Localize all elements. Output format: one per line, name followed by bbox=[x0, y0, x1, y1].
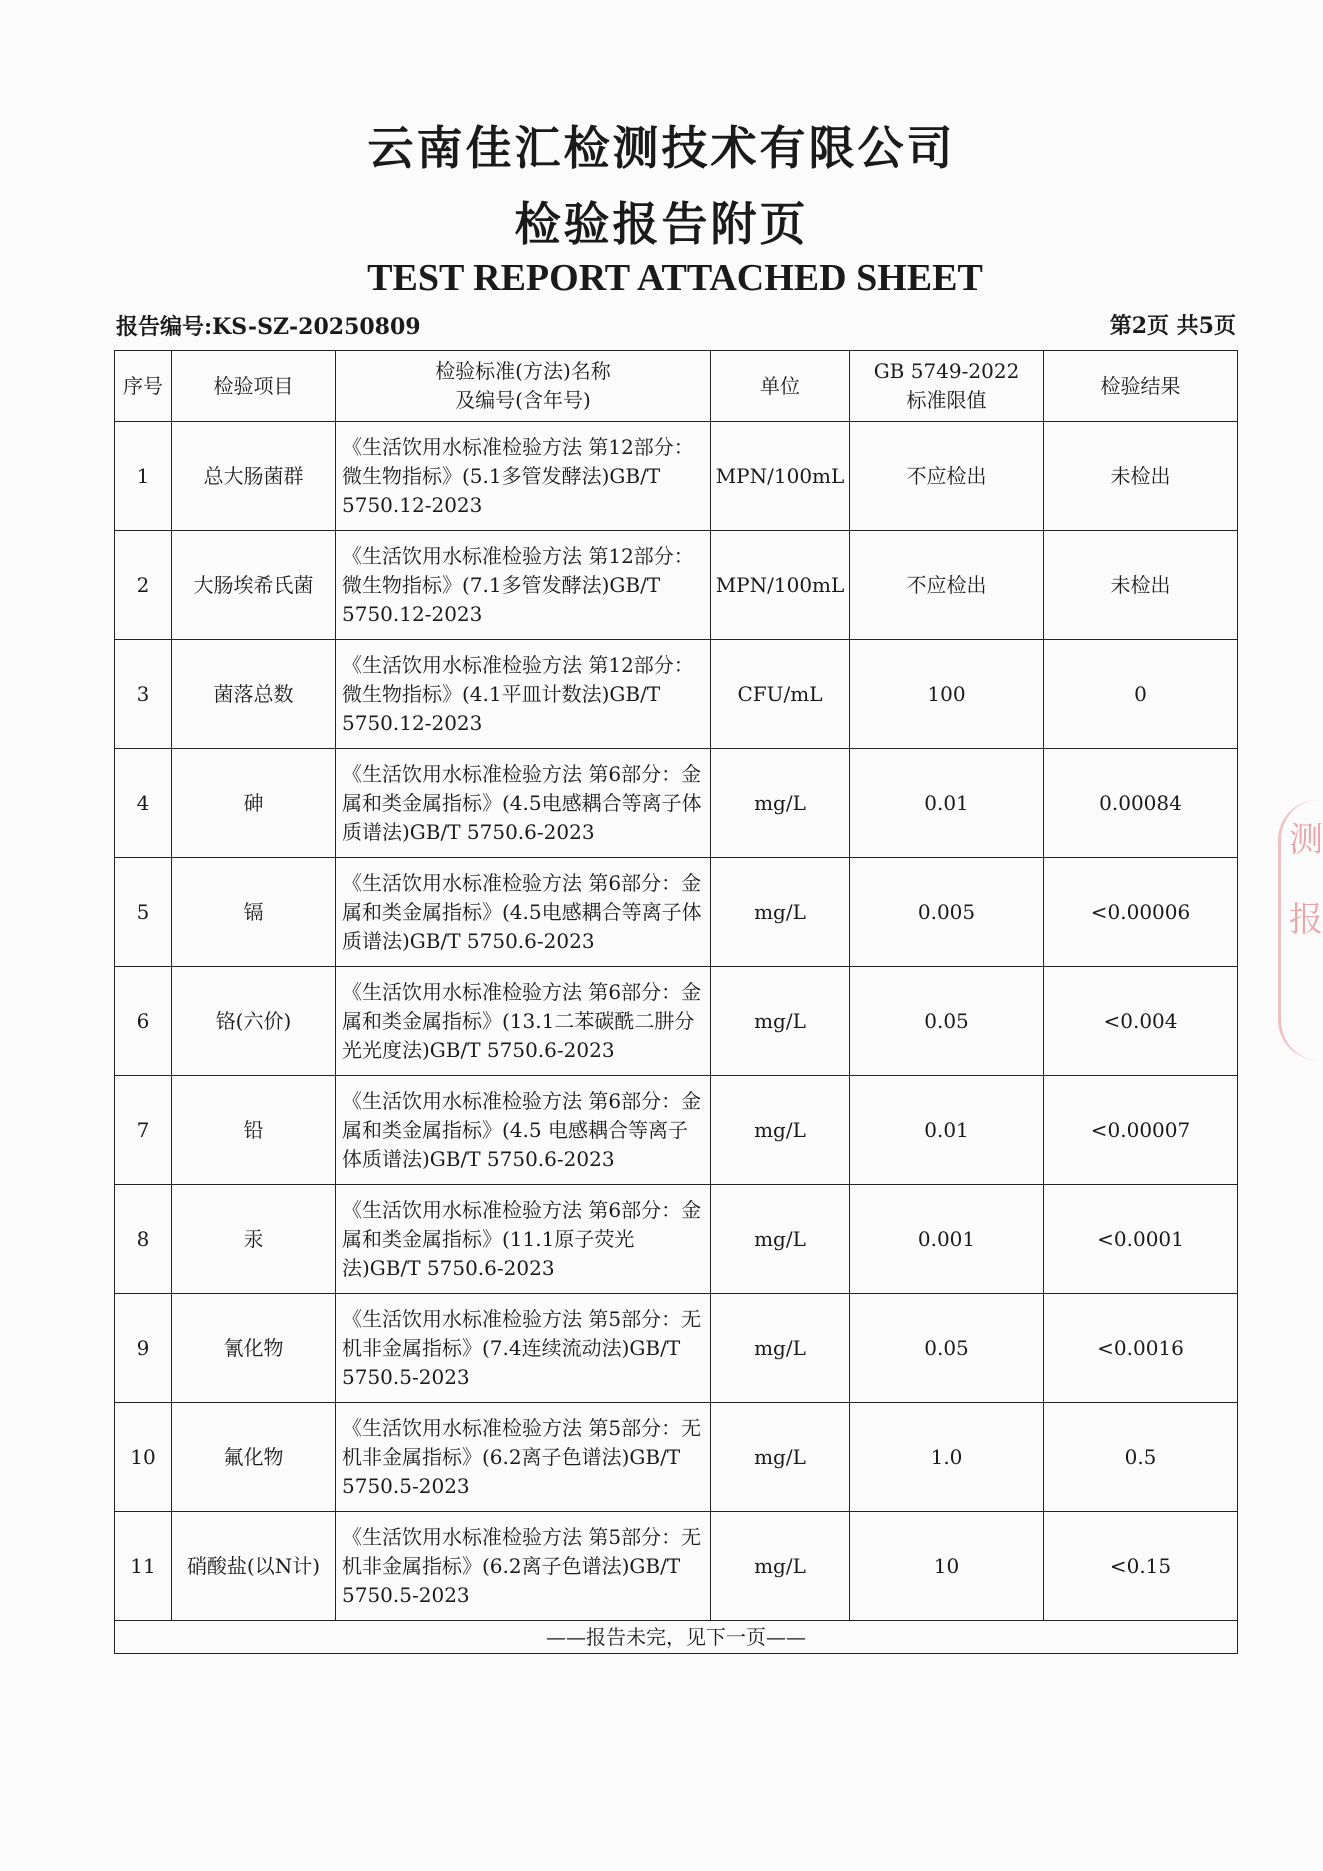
cell-seq: 7 bbox=[115, 1076, 172, 1185]
cell-result: <0.00006 bbox=[1044, 858, 1238, 967]
header-seq: 序号 bbox=[115, 351, 172, 422]
cell-standard: 《生活饮用水标准检验方法 第12部分：微生物指标》(5.1多管发酵法)GB/T 5750.12-2023 bbox=[336, 422, 711, 531]
red-seal-stamp: 测报 bbox=[1278, 800, 1323, 1060]
table-header-row bbox=[115, 351, 1238, 422]
table-row bbox=[115, 1512, 1238, 1621]
cell-result: <0.15 bbox=[1044, 1512, 1238, 1621]
cell-seq: 5 bbox=[115, 858, 172, 967]
cell-seq: 4 bbox=[115, 749, 172, 858]
cell-seq: 11 bbox=[115, 1512, 172, 1621]
report-number: 报告编号:KS-SZ-20250809 bbox=[116, 314, 421, 340]
table-row bbox=[115, 858, 1238, 967]
cell-seq: 9 bbox=[115, 1294, 172, 1403]
cell-unit: mg/L bbox=[711, 1185, 850, 1294]
cell-seq: 6 bbox=[115, 967, 172, 1076]
cell-result: <0.0016 bbox=[1044, 1294, 1238, 1403]
cell-limit: 0.01 bbox=[850, 1076, 1044, 1185]
cell-seq: 8 bbox=[115, 1185, 172, 1294]
cell-unit: mg/L bbox=[711, 1294, 850, 1403]
cell-result: 0 bbox=[1044, 640, 1238, 749]
cell-limit: 0.001 bbox=[850, 1185, 1044, 1294]
table-row bbox=[115, 531, 1238, 640]
cell-standard: 《生活饮用水标准检验方法 第6部分：金属和类金属指标》(11.1原子荧光法)GB/T 5750.6-2023 bbox=[336, 1185, 711, 1294]
cell-item: 氰化物 bbox=[172, 1294, 336, 1403]
cell-item: 镉 bbox=[172, 858, 336, 967]
table-row bbox=[115, 1076, 1238, 1185]
header-limit bbox=[850, 351, 1044, 422]
cell-standard: 《生活饮用水标准检验方法 第5部分：无机非金属指标》(7.4连续流动法)GB/T 5750.5-2023 bbox=[336, 1294, 711, 1403]
cell-item: 铅 bbox=[172, 1076, 336, 1185]
cell-result: 未检出 bbox=[1044, 422, 1238, 531]
table-row bbox=[115, 1294, 1238, 1403]
table-row bbox=[115, 422, 1238, 531]
cell-result: 未检出 bbox=[1044, 531, 1238, 640]
report-title-cn: 检验报告附页 bbox=[514, 197, 809, 251]
header-result: 检验结果 bbox=[1044, 351, 1238, 422]
header-limit-line2: 标准限值 bbox=[906, 388, 987, 412]
company-name: 云南佳汇检测技术有限公司 bbox=[367, 121, 956, 175]
header-limit-line1: GB 5749-2022 bbox=[873, 359, 1020, 383]
cell-item: 砷 bbox=[172, 749, 336, 858]
cell-unit: mg/L bbox=[711, 967, 850, 1076]
cell-item: 硝酸盐(以N计) bbox=[172, 1512, 336, 1621]
cell-limit: 0.005 bbox=[850, 858, 1044, 967]
cell-item: 氟化物 bbox=[172, 1403, 336, 1512]
table-row bbox=[115, 1403, 1238, 1512]
cell-limit: 100 bbox=[850, 640, 1044, 749]
cell-result: <0.00007 bbox=[1044, 1076, 1238, 1185]
cell-unit: CFU/mL bbox=[711, 640, 850, 749]
cell-seq: 3 bbox=[115, 640, 172, 749]
header-standard-line2: 及编号(含年号) bbox=[455, 388, 591, 412]
cell-item: 总大肠菌群 bbox=[172, 422, 336, 531]
cell-standard: 《生活饮用水标准检验方法 第5部分：无机非金属指标》(6.2离子色谱法)GB/T 5750.5-2023 bbox=[336, 1403, 711, 1512]
cell-limit: 不应检出 bbox=[850, 422, 1044, 531]
results-table bbox=[114, 350, 1238, 1654]
cell-seq: 2 bbox=[115, 531, 172, 640]
header-unit: 单位 bbox=[711, 351, 850, 422]
table-row bbox=[115, 749, 1238, 858]
table-row bbox=[115, 1185, 1238, 1294]
cell-standard: 《生活饮用水标准检验方法 第6部分：金属和类金属指标》(4.5 电感耦合等离子体质谱法)GB/T 5750.6-2023 bbox=[336, 1076, 711, 1185]
cell-unit: MPN/100mL bbox=[711, 531, 850, 640]
cell-unit: mg/L bbox=[711, 858, 850, 967]
header-item: 检验项目 bbox=[172, 351, 336, 422]
cell-unit: mg/L bbox=[711, 749, 850, 858]
cell-item: 汞 bbox=[172, 1185, 336, 1294]
cell-unit: mg/L bbox=[711, 1403, 850, 1512]
cell-item: 菌落总数 bbox=[172, 640, 336, 749]
cell-standard: 《生活饮用水标准检验方法 第12部分：微生物指标》(7.1多管发酵法)GB/T 5750.12-2023 bbox=[336, 531, 711, 640]
cell-result: 0.5 bbox=[1044, 1403, 1238, 1512]
header-standard bbox=[336, 351, 711, 422]
cell-limit: 0.01 bbox=[850, 749, 1044, 858]
continuation-note: ——报告未完，见下一页—— bbox=[115, 1621, 1238, 1654]
cell-unit: mg/L bbox=[711, 1512, 850, 1621]
header-standard-line1: 检验标准(方法)名称 bbox=[435, 359, 611, 383]
cell-limit: 0.05 bbox=[850, 1294, 1044, 1403]
cell-item: 大肠埃希氏菌 bbox=[172, 531, 336, 640]
cell-standard: 《生活饮用水标准检验方法 第6部分：金属和类金属指标》(13.1二苯碳酰二肼分光光度法)GB/T 5750.6-2023 bbox=[336, 967, 711, 1076]
cell-limit: 0.05 bbox=[850, 967, 1044, 1076]
cell-result: <0.0001 bbox=[1044, 1185, 1238, 1294]
cell-result: 0.00084 bbox=[1044, 749, 1238, 858]
page-info: 第2页 共5页 bbox=[1109, 313, 1236, 339]
cell-unit: MPN/100mL bbox=[711, 422, 850, 531]
cell-limit: 不应检出 bbox=[850, 531, 1044, 640]
table-row bbox=[115, 967, 1238, 1076]
cell-limit: 10 bbox=[850, 1512, 1044, 1621]
cell-seq: 10 bbox=[115, 1403, 172, 1512]
report-title-en: TEST REPORT ATTACHED SHEET bbox=[367, 257, 983, 299]
cell-standard: 《生活饮用水标准检验方法 第5部分：无机非金属指标》(6.2离子色谱法)GB/T 5750.5-2023 bbox=[336, 1512, 711, 1621]
cell-limit: 1.0 bbox=[850, 1403, 1044, 1512]
cell-seq: 1 bbox=[115, 422, 172, 531]
cell-item: 铬(六价) bbox=[172, 967, 336, 1076]
cell-standard: 《生活饮用水标准检验方法 第6部分：金属和类金属指标》(4.5电感耦合等离子体质谱法)GB/T 5750.6-2023 bbox=[336, 749, 711, 858]
cell-unit: mg/L bbox=[711, 1076, 850, 1185]
table-footer-row bbox=[115, 1621, 1238, 1654]
cell-standard: 《生活饮用水标准检验方法 第6部分：金属和类金属指标》(4.5电感耦合等离子体质谱法)GB/T 5750.6-2023 bbox=[336, 858, 711, 967]
cell-standard: 《生活饮用水标准检验方法 第12部分：微生物指标》(4.1平皿计数法)GB/T 5750.12-2023 bbox=[336, 640, 711, 749]
cell-result: <0.004 bbox=[1044, 967, 1238, 1076]
table-row bbox=[115, 640, 1238, 749]
